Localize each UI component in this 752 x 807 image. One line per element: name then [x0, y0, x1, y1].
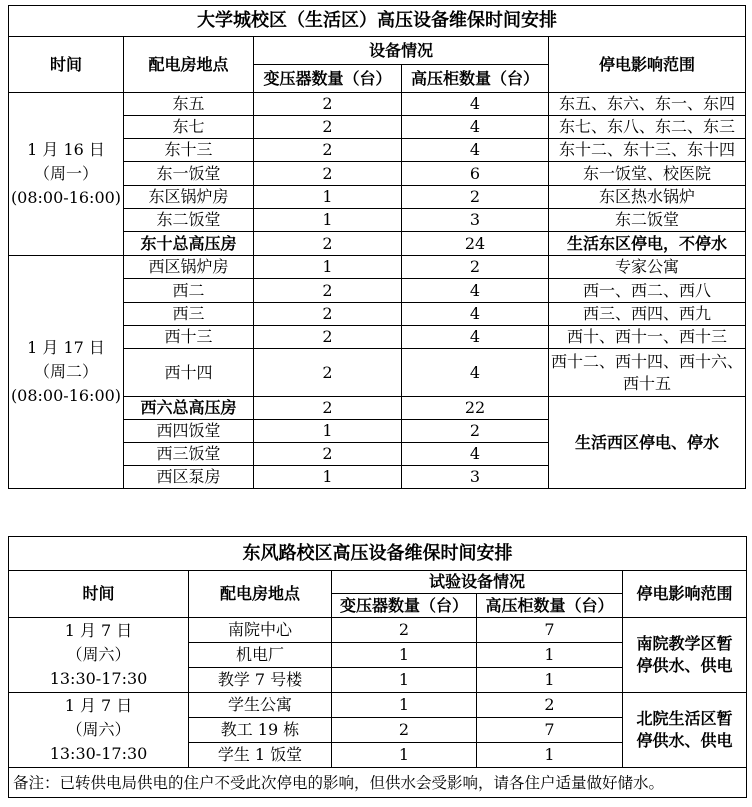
impact-cell: 南院教学区暂 停供水、供电 — [623, 618, 747, 693]
transformer-cell: 1 — [332, 643, 477, 668]
location-cell: 学生公寓 — [189, 693, 332, 718]
transformer-cell: 2 — [254, 139, 402, 162]
cabinet-cell: 7 — [477, 718, 623, 743]
transformer-cell: 2 — [254, 162, 402, 186]
table-title: 大学城校区（生活区）高压设备维保时间安排 — [9, 6, 746, 37]
cabinet-cell: 22 — [402, 397, 549, 420]
header-transformer: 变压器数量（台） — [332, 594, 477, 618]
cabinet-cell: 4 — [402, 279, 549, 303]
header-cabinet: 高压柜数量（台） — [477, 594, 623, 618]
table-title: 东风路校区高压设备维保时间安排 — [9, 537, 747, 571]
location-cell: 西区泵房 — [124, 466, 254, 489]
header-transformer: 变压器数量（台） — [254, 65, 402, 93]
time-cell: 1 月 7 日 （周六） 13:30-17:30 — [9, 693, 189, 768]
transformer-cell: 2 — [254, 116, 402, 139]
cabinet-cell: 6 — [402, 162, 549, 186]
cabinet-cell: 1 — [477, 668, 623, 693]
time-cell: 1 月 17 日 （周二） (08:00-16:00) — [9, 256, 124, 489]
header-equipment: 设备情况 — [254, 37, 549, 65]
transformer-cell: 2 — [254, 326, 402, 349]
location-cell: 东十三 — [124, 139, 254, 162]
header-equipment: 试验设备情况 — [332, 571, 623, 594]
impact-cell: 东区热水锅炉 — [549, 186, 746, 209]
transformer-cell: 1 — [332, 743, 477, 768]
location-cell: 教工 19 栋 — [189, 718, 332, 743]
note: 备注：已转供电局供电的住户不受此次停电的影响，但供水会受影响，请各住户适量做好储水。 — [9, 768, 747, 798]
header-time: 时间 — [9, 571, 189, 618]
header-cabinet: 高压柜数量（台） — [402, 65, 549, 93]
location-cell: 东一饭堂 — [124, 162, 254, 186]
location-cell: 西三 — [124, 303, 254, 326]
table-row — [9, 693, 747, 718]
location-cell: 西区锅炉房 — [124, 256, 254, 279]
table-row — [9, 93, 746, 116]
transformer-cell: 1 — [332, 693, 477, 718]
location-cell: 南院中心 — [189, 618, 332, 643]
time-cell: 1 月 16 日 （周一） (08:00-16:00) — [9, 93, 124, 256]
cabinet-cell: 3 — [402, 209, 549, 232]
transformer-cell: 2 — [254, 93, 402, 116]
impact-cell: 北院生活区暂 停供水、供电 — [623, 693, 747, 768]
transformer-cell: 2 — [254, 397, 402, 420]
cabinet-cell: 4 — [402, 326, 549, 349]
impact-cell: 西十二、西十四、西十六、 西十五 — [549, 349, 746, 397]
cabinet-cell: 2 — [402, 256, 549, 279]
cabinet-cell: 2 — [402, 420, 549, 443]
location-cell: 东区锅炉房 — [124, 186, 254, 209]
location-cell: 东七 — [124, 116, 254, 139]
header-time: 时间 — [9, 37, 124, 93]
cabinet-cell: 7 — [477, 618, 623, 643]
transformer-cell: 1 — [254, 420, 402, 443]
location-cell: 教学 7 号楼 — [189, 668, 332, 693]
impact-cell: 东二饭堂 — [549, 209, 746, 232]
transformer-cell: 2 — [254, 232, 402, 256]
impact-cell: 东七、东八、东二、东三 — [549, 116, 746, 139]
transformer-cell: 1 — [254, 209, 402, 232]
impact-cell: 东一饭堂、校医院 — [549, 162, 746, 186]
transformer-cell: 1 — [332, 668, 477, 693]
location-cell: 东十总高压房 — [124, 232, 254, 256]
location-cell: 西三饭堂 — [124, 443, 254, 466]
impact-cell: 专家公寓 — [549, 256, 746, 279]
cabinet-cell: 1 — [477, 743, 623, 768]
table-row — [9, 618, 747, 643]
cabinet-cell: 1 — [477, 643, 623, 668]
transformer-cell: 1 — [254, 256, 402, 279]
location-cell: 东五 — [124, 93, 254, 116]
impact-cell: 西三、西四、西九 — [549, 303, 746, 326]
location-cell: 西四饭堂 — [124, 420, 254, 443]
transformer-cell: 2 — [254, 303, 402, 326]
time-cell: 1 月 7 日 （周六） 13:30-17:30 — [9, 618, 189, 693]
impact-cell: 西十、西十一、西十三 — [549, 326, 746, 349]
cabinet-cell: 4 — [402, 139, 549, 162]
cabinet-cell: 4 — [402, 443, 549, 466]
cabinet-cell: 3 — [402, 466, 549, 489]
location-cell: 西十三 — [124, 326, 254, 349]
cabinet-cell: 2 — [402, 186, 549, 209]
impact-cell: 东五、东六、东一、东四 — [549, 93, 746, 116]
transformer-cell: 2 — [254, 279, 402, 303]
impact-cell: 东十二、东十三、东十四 — [549, 139, 746, 162]
cabinet-cell: 4 — [402, 116, 549, 139]
header-location: 配电房地点 — [189, 571, 332, 618]
transformer-cell: 2 — [332, 618, 477, 643]
transformer-cell: 1 — [254, 466, 402, 489]
header-location: 配电房地点 — [124, 37, 254, 93]
cabinet-cell: 2 — [477, 693, 623, 718]
location-cell: 西二 — [124, 279, 254, 303]
header-impact: 停电影响范围 — [549, 37, 746, 93]
cabinet-cell: 4 — [402, 349, 549, 397]
location-cell: 东二饭堂 — [124, 209, 254, 232]
impact-cell: 西一、西二、西八 — [549, 279, 746, 303]
table-daxuecheng — [8, 5, 746, 489]
transformer-cell: 1 — [254, 186, 402, 209]
table-dongfenglu — [8, 536, 747, 798]
impact-cell: 生活东区停电，不停水 — [549, 232, 746, 256]
header-impact: 停电影响范围 — [623, 571, 747, 618]
location-cell: 西十四 — [124, 349, 254, 397]
cabinet-cell: 4 — [402, 303, 549, 326]
transformer-cell: 2 — [254, 349, 402, 397]
cabinet-cell: 4 — [402, 93, 549, 116]
table-row — [9, 256, 746, 279]
transformer-cell: 2 — [332, 718, 477, 743]
transformer-cell: 2 — [254, 443, 402, 466]
impact-cell: 生活西区停电、停水 — [549, 397, 746, 489]
location-cell: 学生 1 饭堂 — [189, 743, 332, 768]
location-cell: 西六总高压房 — [124, 397, 254, 420]
location-cell: 机电厂 — [189, 643, 332, 668]
cabinet-cell: 24 — [402, 232, 549, 256]
